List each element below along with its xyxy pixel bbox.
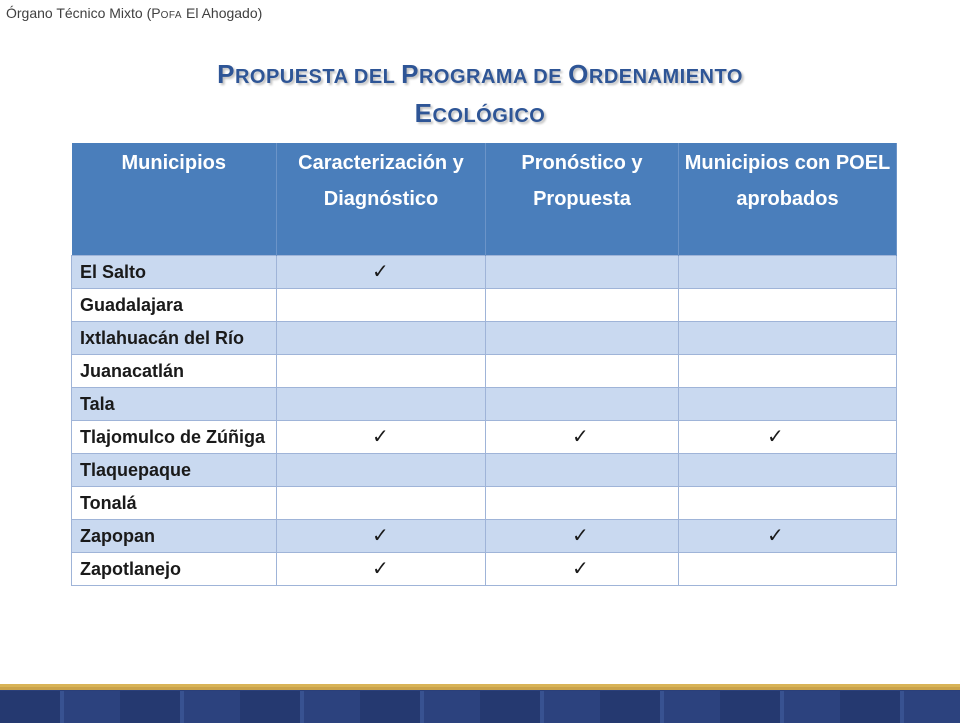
municipio-cell: Zapotlanejo [72, 552, 277, 585]
check-icon: ✓ [679, 420, 897, 453]
status-cell [679, 255, 897, 288]
municipio-cell: Tlajomulco de Zúñiga [72, 420, 277, 453]
status-cell [486, 354, 679, 387]
header-municipios: Municipios [72, 143, 277, 255]
table-row [72, 453, 897, 486]
title-line-2: ECOLÓGICO [414, 98, 546, 128]
status-cell [486, 453, 679, 486]
organ-label: Órgano Técnico Mixto (POFA El Ahogado) [6, 5, 263, 21]
status-cell [277, 288, 486, 321]
title-line-1: PROPUESTA DEL PROGRAMA DE ORDENAMIENTO [217, 59, 743, 89]
status-cell [277, 354, 486, 387]
table-row [72, 519, 897, 552]
status-cell [679, 552, 897, 585]
table-header-row [72, 143, 897, 255]
check-icon: ✓ [486, 519, 679, 552]
table-row [72, 321, 897, 354]
municipio-cell: Ixtlahuacán del Río [72, 321, 277, 354]
status-cell [277, 321, 486, 354]
municipio-cell: Tonalá [72, 486, 277, 519]
status-cell [679, 288, 897, 321]
status-cell [486, 387, 679, 420]
status-cell [679, 453, 897, 486]
footer-pattern [0, 691, 960, 723]
table-row [72, 288, 897, 321]
footer-gold-line [0, 687, 960, 690]
status-cell [679, 387, 897, 420]
table-row [72, 552, 897, 585]
check-icon: ✓ [679, 519, 897, 552]
status-cell [486, 255, 679, 288]
status-cell [486, 288, 679, 321]
municipio-cell: Tala [72, 387, 277, 420]
slide-title [70, 56, 890, 134]
check-icon: ✓ [486, 420, 679, 453]
table-row [72, 420, 897, 453]
check-icon: ✓ [277, 255, 486, 288]
status-cell [486, 486, 679, 519]
check-icon: ✓ [277, 519, 486, 552]
check-icon: ✓ [277, 420, 486, 453]
poel-status-table [71, 143, 897, 586]
footer-decorative-band [0, 684, 960, 723]
status-cell [277, 486, 486, 519]
table-row [72, 255, 897, 288]
municipio-cell: Zapopan [72, 519, 277, 552]
status-cell [679, 354, 897, 387]
table-row [72, 354, 897, 387]
status-cell [679, 486, 897, 519]
status-cell [277, 453, 486, 486]
header-pronostico: Pronóstico y Propuesta [486, 143, 679, 255]
municipio-cell: El Salto [72, 255, 277, 288]
header-poel-aprobados: Municipios con POEL aprobados [679, 143, 897, 255]
check-icon: ✓ [486, 552, 679, 585]
table-row [72, 486, 897, 519]
header-caracterizacion: Caracterización y Diagnóstico [277, 143, 486, 255]
status-cell [277, 387, 486, 420]
status-cell [679, 321, 897, 354]
check-icon: ✓ [277, 552, 486, 585]
table-row [72, 387, 897, 420]
municipio-cell: Tlaquepaque [72, 453, 277, 486]
municipio-cell: Guadalajara [72, 288, 277, 321]
status-cell [486, 321, 679, 354]
municipio-cell: Juanacatlán [72, 354, 277, 387]
